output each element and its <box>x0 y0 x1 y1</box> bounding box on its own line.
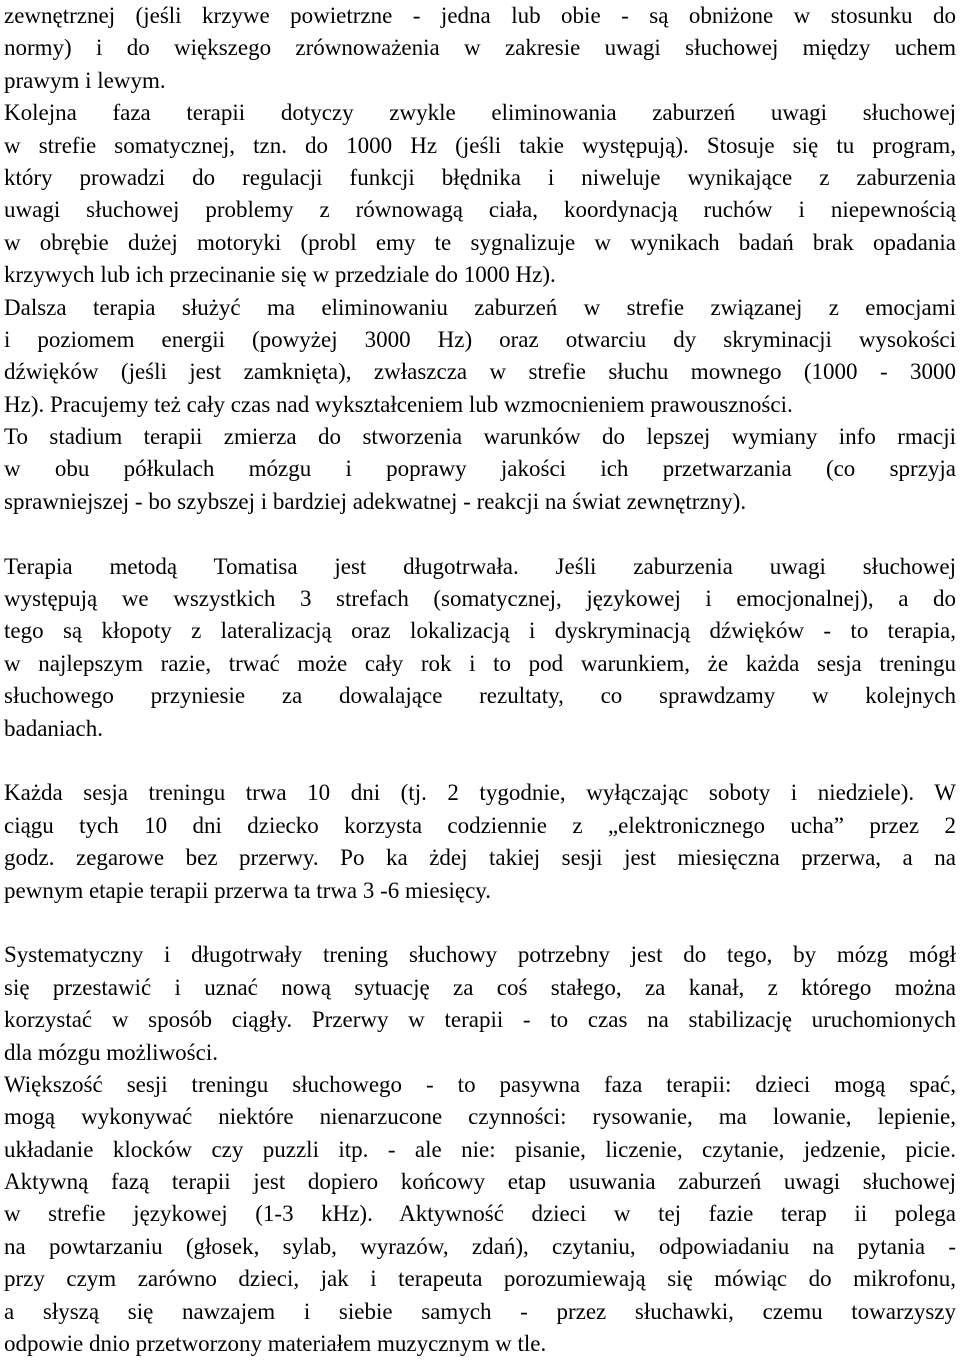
text-line: w strefie językowej (1-3 kHz). Aktywność dzieci w tej fazie terap ii polega <box>4 1201 956 1227</box>
text-line: układanie klocków czy puzzli itp. - ale nie: pisanie, liczenie, czytanie, jedzenie, picie. <box>4 1136 956 1162</box>
text-line: mogą wykonywać niektóre nienarzucone czynności: rysowanie, ma lowanie, lepienie, <box>4 1104 956 1130</box>
text-line: sprawniejszej - bo szybszej i bardziej adekwatnej - reakcji na świat zewnętrzny). <box>4 488 747 514</box>
text-line: w strefie somatycznej, tzn. do 1000 Hz (jeśli takie występują). Stosuje się tu program, <box>4 132 956 158</box>
text-line: To stadium terapii zmierza do stworzenia warunków do lepszej wymiany info rmacji <box>4 424 956 450</box>
text-line: prawym i lewym. <box>4 67 166 93</box>
text-line: tego są kłopoty z lateralizacją oraz lokalizacją i dyskryminacją dźwięków - to terapia, <box>4 618 956 644</box>
paragraph-spacer <box>4 907 956 939</box>
text-line: pewnym etapie terapii przerwa ta trwa 3 -6 miesięcy. <box>4 877 492 903</box>
text-line: w najlepszym razie, trwać może cały rok i to pod warunkiem, że każda sesja treningu <box>4 650 956 676</box>
text-line: Systematyczny i długotrwały trening słuchowy potrzebny jest do tego, by mózg mógł <box>4 942 956 968</box>
paragraph <box>4 97 956 291</box>
paragraph <box>4 777 956 907</box>
text-line: Aktywną fazą terapii jest dopiero końcowy etap usuwania zaburzeń uwagi słuchowej <box>4 1169 956 1195</box>
text-line: który prowadzi do regulacji funkcji błędnika i niweluje wynikające z zaburzenia <box>4 164 956 190</box>
paragraph <box>4 1069 956 1360</box>
paragraph-spacer <box>4 518 956 550</box>
text-line: w obu półkulach mózgu i poprawy jakości ich przetwarzania (co sprzyja <box>4 456 956 482</box>
paragraph <box>4 421 956 518</box>
paragraph <box>4 551 956 745</box>
text-line: na powtarzaniu (głosek, sylab, wyrazów, zdań), czytaniu, odpowiadaniu na pytania - <box>4 1233 956 1259</box>
text-line: korzystać w sposób ciągły. Przerwy w terapii - to czas na stabilizację uruchomionych <box>4 1007 956 1033</box>
text-line: Hz). Pracujemy też cały czas nad wykształceniem lub wzmocnieniem prawouszności. <box>4 391 793 417</box>
text-line: Dalsza terapia służyć ma eliminowaniu zaburzeń w strefie związanej z emocjami <box>4 294 956 320</box>
paragraph <box>4 292 956 422</box>
text-line: się przestawić i uznać nową sytuację za coś stałego, za kanał, z którego można <box>4 974 956 1000</box>
document-page <box>4 0 956 1360</box>
paragraph <box>4 939 956 1069</box>
text-line: Terapia metodą Tomatisa jest długotrwała. Jeśli zaburzenia uwagi słuchowej <box>4 553 956 579</box>
text-line: normy) i do większego zrównoważenia w zakresie uwagi słuchowej między uchem <box>4 35 956 61</box>
text-line: Większość sesji treningu słuchowego - to pasywna faza terapii: dzieci mogą spać, <box>4 1071 956 1097</box>
text-line: dźwięków (jeśli jest zamknięta), zwłaszcza w strefie słuchu mownego (1000 - 3000 <box>4 359 956 385</box>
text-line: ciągu tych 10 dni dziecko korzysta codziennie z „elektronicznego ucha” przez 2 <box>4 812 956 838</box>
text-line: i poziomem energii (powyżej 3000 Hz) oraz otwarciu dy skryminacji wysokości <box>4 326 956 352</box>
text-line: godz. zegarowe bez przerwy. Po ka żdej takiej sesji jest miesięczna przerwa, a na <box>4 845 956 871</box>
paragraph <box>4 0 956 97</box>
text-line: dla mózgu możliwości. <box>4 1039 218 1065</box>
text-line: Każda sesja treningu trwa 10 dni (tj. 2 tygodnie, wyłączając soboty i niedziele). W <box>4 780 956 806</box>
text-line: krzywych lub ich przecinanie się w przedziale do 1000 Hz). <box>4 262 556 288</box>
text-line: przy czym zarówno dzieci, jak i terapeuta porozumiewają się mówiąc do mikrofonu, <box>4 1266 956 1292</box>
text-line: a słyszą się nawzajem i siebie samych - przez słuchawki, czemu towarzyszy <box>4 1298 956 1324</box>
text-line: odpowie dnio przetworzony materiałem muzycznym w tle. <box>4 1331 547 1357</box>
text-line: słuchowego przyniesie za dowalające rezultaty, co sprawdzamy w kolejnych <box>4 683 956 709</box>
text-line: w obrębie dużej motoryki (probl emy te sygnalizuje w wynikach badań brak opadania <box>4 229 956 255</box>
paragraph-spacer <box>4 745 956 777</box>
text-line: badaniach. <box>4 715 103 741</box>
text-line: występują we wszystkich 3 strefach (somatycznej, językowej i emocjonalnej), a do <box>4 586 956 612</box>
text-line: Kolejna faza terapii dotyczy zwykle eliminowania zaburzeń uwagi słuchowej <box>4 100 956 126</box>
text-line: zewnętrznej (jeśli krzywe powietrzne - jedna lub obie - są obniżone w stosunku do <box>4 3 956 28</box>
text-line: uwagi słuchowej problemy z równowagą ciała, koordynacją ruchów i niepewnością <box>4 197 956 223</box>
